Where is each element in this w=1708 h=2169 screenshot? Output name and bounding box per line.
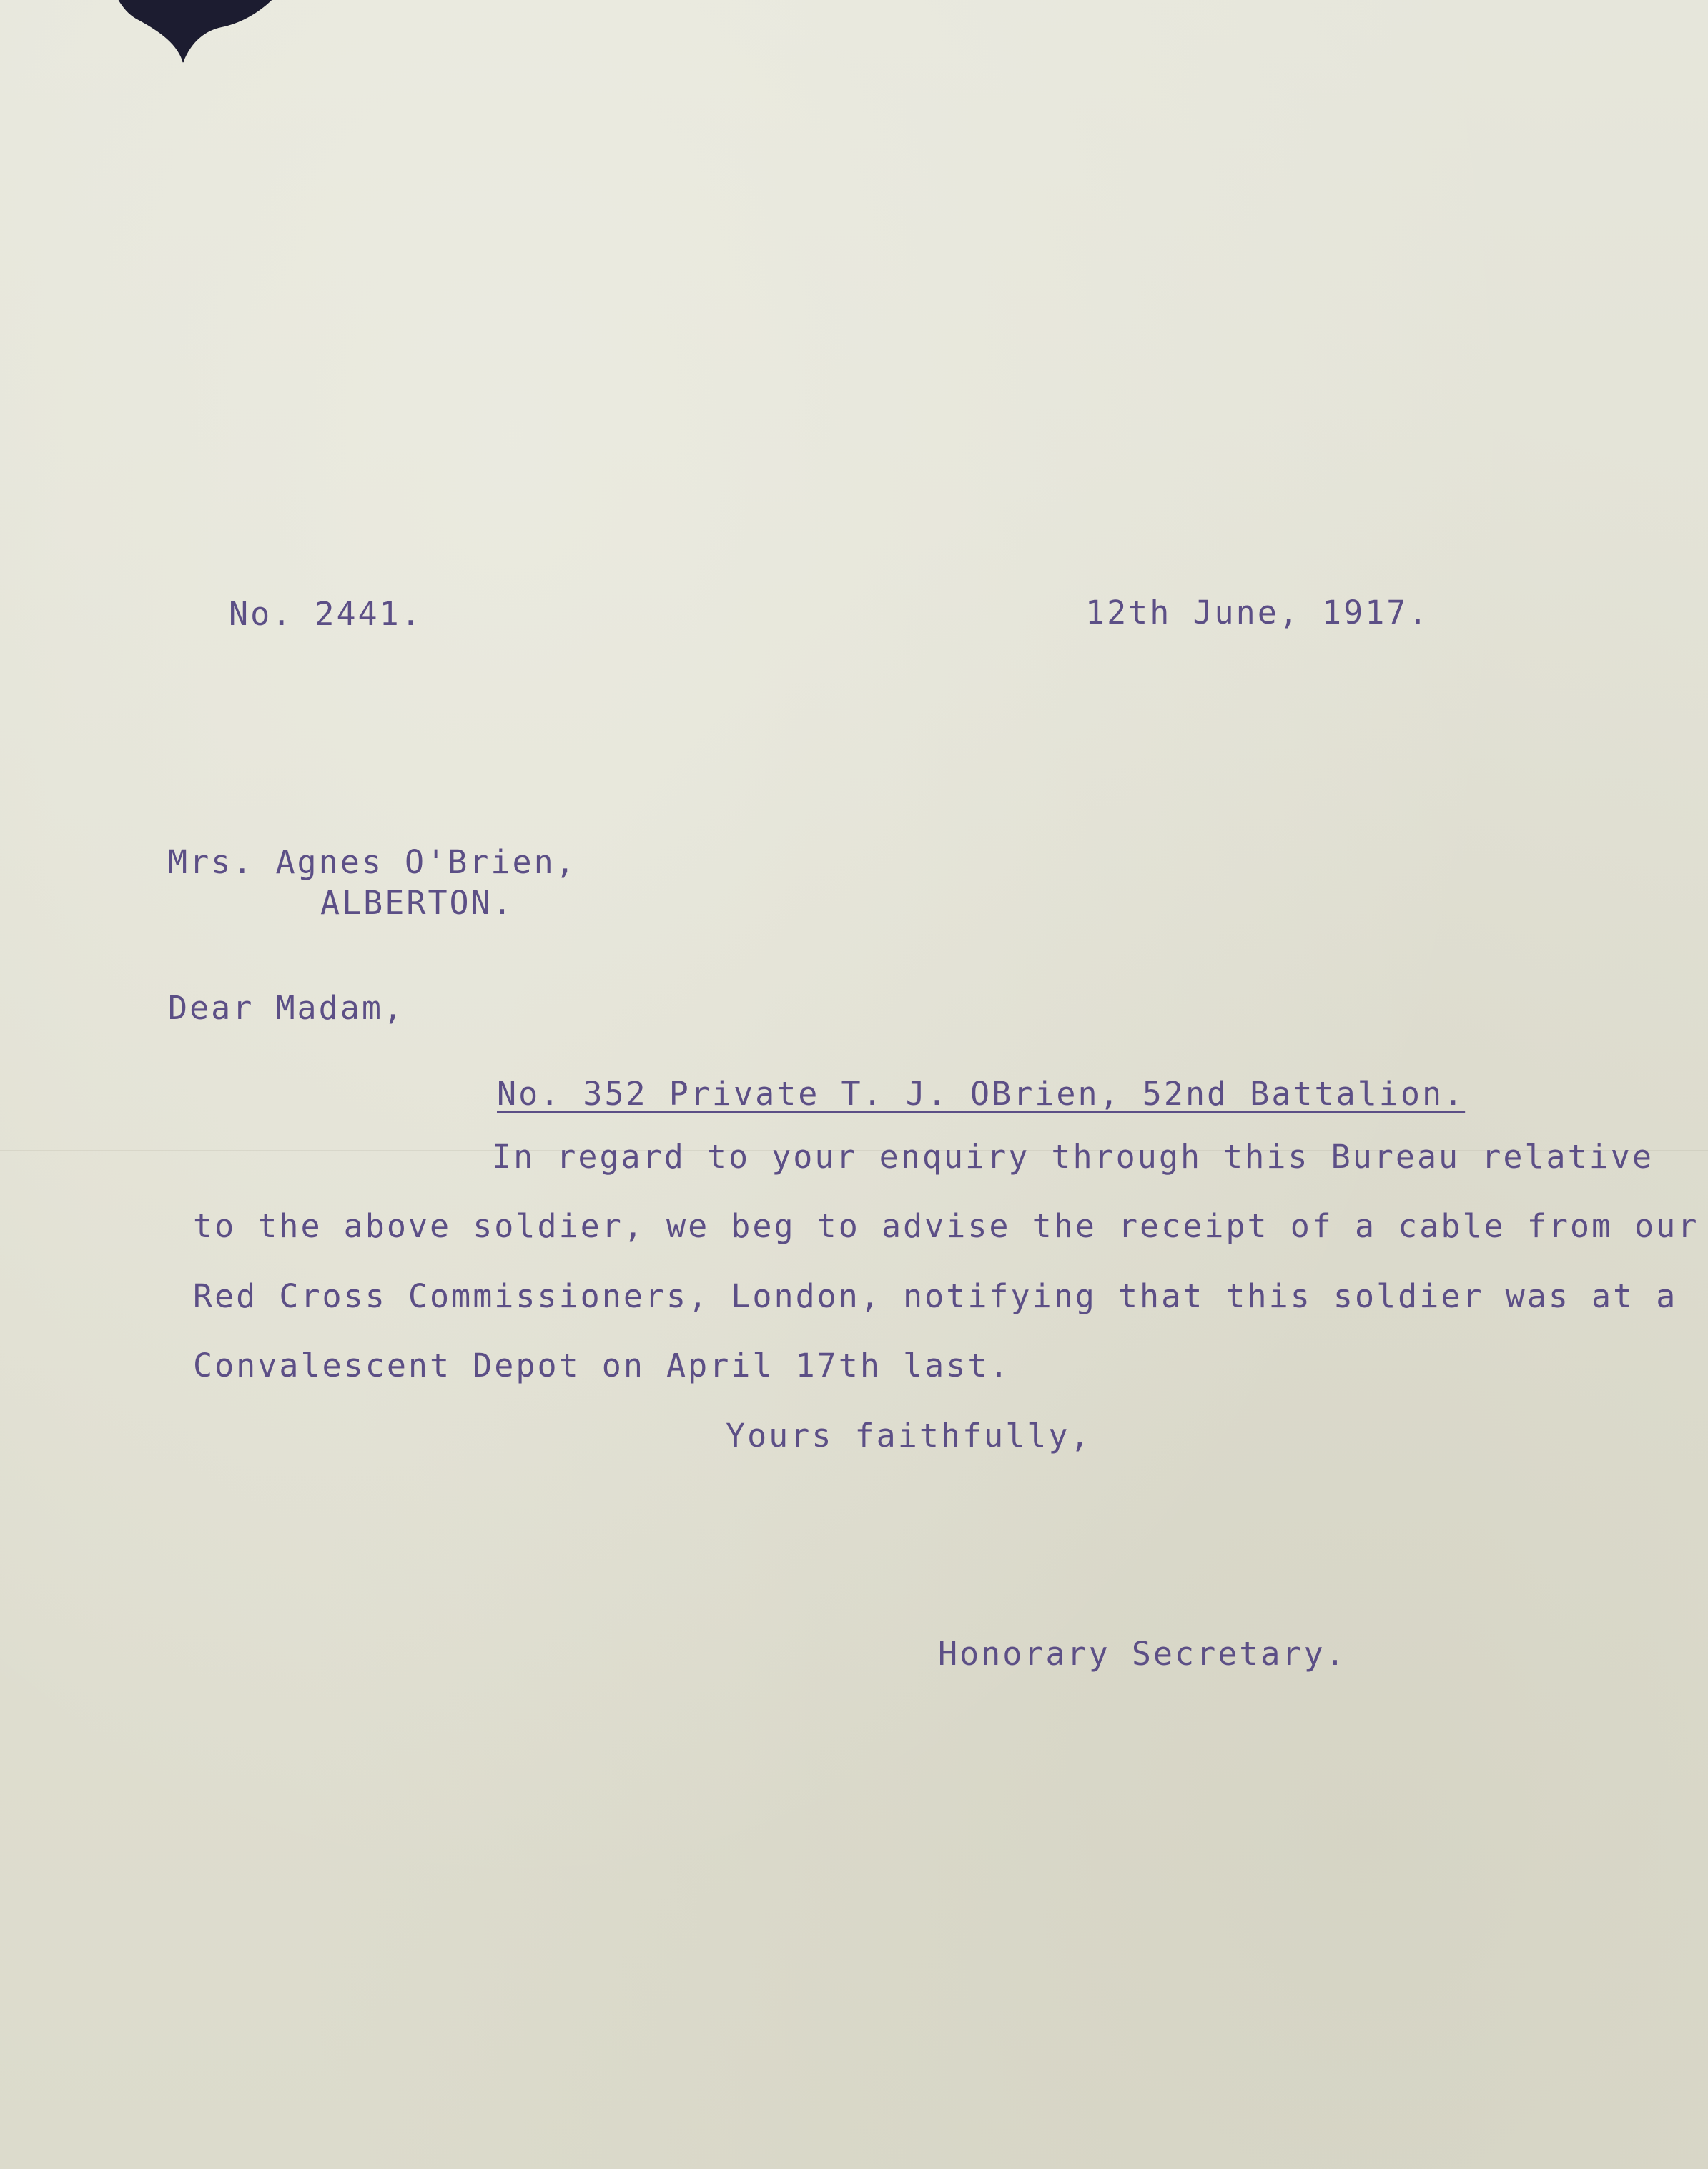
- salutation: Dear Madam,: [168, 989, 405, 1027]
- subject-line: No. 352 Private T. J. OBrien, 52nd Battalion.: [497, 1075, 1466, 1113]
- body-line: to the above soldier, we beg to advise the receipt of a cable from our: [193, 1207, 1699, 1245]
- body-line: Convalescent Depot on April 17th last.: [193, 1347, 1011, 1384]
- letter-date: 12th June, 1917.: [1085, 594, 1430, 631]
- recipient-name: Mrs. Agnes O'Brien,: [168, 843, 577, 881]
- closing: Yours faithfully,: [726, 1417, 1092, 1455]
- punch-hole-mark: [107, 0, 293, 64]
- reference-number: No. 2441.: [229, 595, 423, 633]
- body-line: In regard to your enquiry through this Bureau relative: [492, 1138, 1654, 1176]
- signatory-title: Honorary Secretary.: [938, 1635, 1347, 1673]
- body-line: Red Cross Commissioners, London, notifying that this soldier was at a: [193, 1277, 1678, 1315]
- recipient-town: ALBERTON.: [320, 884, 514, 922]
